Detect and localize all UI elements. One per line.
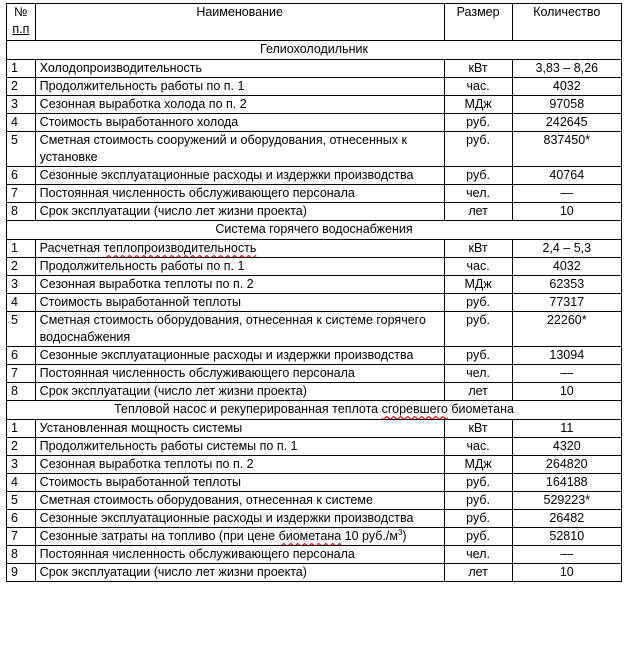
header-name: Наименование <box>35 4 444 41</box>
row-name-marked: теплопроизводительность <box>103 241 257 255</box>
table-row <box>7 347 622 365</box>
row-number: 6 <box>7 510 36 528</box>
row-name: Холодопроизводительность <box>35 60 444 78</box>
row-quantity: 4032 <box>512 258 621 276</box>
row-name: Срок эксплуатации (число лет жизни проекта) <box>35 564 444 582</box>
row-number: 4 <box>7 474 36 492</box>
row-quantity: 22260* <box>512 312 621 347</box>
row-name: Сметная стоимость сооружений и оборудования, отнесенных к установке <box>35 132 444 167</box>
row-number: 3 <box>7 276 36 294</box>
table-row <box>7 185 622 203</box>
table-row <box>7 510 622 528</box>
row-quantity: 62353 <box>512 276 621 294</box>
row-number: 8 <box>7 383 36 401</box>
row-name <box>35 240 444 258</box>
row-quantity: 52810 <box>512 528 621 546</box>
row-name: Срок эксплуатации (число лет жизни проекта) <box>35 203 444 221</box>
row-unit: МДж <box>444 96 512 114</box>
table-row <box>7 420 622 438</box>
row-number: 8 <box>7 203 36 221</box>
row-quantity: 242645 <box>512 114 621 132</box>
table-row <box>7 78 622 96</box>
row-quantity: — <box>512 365 621 383</box>
row-number: 9 <box>7 564 36 582</box>
table-row <box>7 276 622 294</box>
row-quantity: — <box>512 185 621 203</box>
row-unit: кВт <box>444 240 512 258</box>
row-unit: руб. <box>444 132 512 167</box>
row-name-marked: биометана <box>278 529 342 543</box>
row-number: 5 <box>7 132 36 167</box>
row-name-close: ) <box>402 529 407 543</box>
row-name: Стоимость выработанной теплоты <box>35 474 444 492</box>
header-number <box>7 4 36 41</box>
row-name: Продолжительность работы системы по п. 1 <box>35 438 444 456</box>
row-quantity: 264820 <box>512 456 621 474</box>
row-number: 4 <box>7 294 36 312</box>
row-unit: кВт <box>444 420 512 438</box>
row-quantity: 3,83 – 8,26 <box>512 60 621 78</box>
row-name: Сезонные эксплуатационные расходы и издержки производства <box>35 510 444 528</box>
row-quantity: 11 <box>512 420 621 438</box>
table-row <box>7 96 622 114</box>
row-name: Сезонная выработка теплоты по п. 2 <box>35 456 444 474</box>
row-name-superscript: 3 <box>397 527 403 537</box>
row-quantity: 10 <box>512 383 621 401</box>
row-name: Сметная стоимость оборудования, отнесенная к системе горячего водоснабжения <box>35 312 444 347</box>
row-unit: руб. <box>444 114 512 132</box>
row-quantity: — <box>512 546 621 564</box>
row-unit: руб. <box>444 528 512 546</box>
row-unit: чел. <box>444 546 512 564</box>
row-unit: чел. <box>444 365 512 383</box>
row-number: 7 <box>7 528 36 546</box>
row-number: 1 <box>7 420 36 438</box>
row-number: 6 <box>7 167 36 185</box>
row-unit: руб. <box>444 347 512 365</box>
table-row <box>7 294 622 312</box>
row-unit: руб. <box>444 510 512 528</box>
row-quantity: 2,4 – 5,3 <box>512 240 621 258</box>
table-row <box>7 528 622 546</box>
header-unit: Размер <box>444 4 512 41</box>
row-quantity: 529223* <box>512 492 621 510</box>
row-name: Постоянная численность обслуживающего персонала <box>35 365 444 383</box>
row-quantity: 97058 <box>512 96 621 114</box>
row-number: 6 <box>7 347 36 365</box>
table-row <box>7 167 622 185</box>
section-title-end: биометана <box>447 402 514 416</box>
section-title-start: Тепловой насос и рекуперированная теплота <box>114 402 382 416</box>
table-body <box>7 41 622 582</box>
row-name: Сезонная выработка теплоты по п. 2 <box>35 276 444 294</box>
row-unit: лет <box>444 564 512 582</box>
row-name: Сезонные эксплуатационные расходы и издержки производства <box>35 167 444 185</box>
row-quantity: 77317 <box>512 294 621 312</box>
row-quantity: 4032 <box>512 78 621 96</box>
row-unit: руб. <box>444 294 512 312</box>
row-unit: лет <box>444 383 512 401</box>
table-row <box>7 456 622 474</box>
row-quantity: 13094 <box>512 347 621 365</box>
row-name: Продолжительность работы по п. 1 <box>35 78 444 96</box>
row-number: 2 <box>7 78 36 96</box>
table-row <box>7 438 622 456</box>
row-name: Стоимость выработанного холода <box>35 114 444 132</box>
row-unit: час. <box>444 438 512 456</box>
row-unit: час. <box>444 78 512 96</box>
table-row <box>7 60 622 78</box>
section-header-row <box>7 401 622 420</box>
section-header-row <box>7 221 622 240</box>
row-name: Сезонные эксплуатационные расходы и издержки производства <box>35 347 444 365</box>
header-number-abbr: п.п <box>12 22 30 36</box>
section-title-marked: сгоревшего <box>381 402 448 416</box>
row-unit: МДж <box>444 456 512 474</box>
specification-table <box>6 3 622 582</box>
row-name: Сметная стоимость оборудования, отнесенная к системе <box>35 492 444 510</box>
table-row <box>7 365 622 383</box>
row-name: Сезонная выработка холода по п. 2 <box>35 96 444 114</box>
row-unit: МДж <box>444 276 512 294</box>
table-row <box>7 546 622 564</box>
header-quantity: Количество <box>512 4 621 41</box>
row-number: 2 <box>7 258 36 276</box>
row-number: 1 <box>7 60 36 78</box>
row-name: Стоимость выработанной теплоты <box>35 294 444 312</box>
table-row <box>7 114 622 132</box>
row-name-start: Расчетная <box>39 241 104 255</box>
header-number-sign: № <box>14 5 28 19</box>
row-quantity: 10 <box>512 203 621 221</box>
table-row <box>7 203 622 221</box>
header-row <box>7 4 622 41</box>
row-unit: руб. <box>444 167 512 185</box>
row-quantity: 40764 <box>512 167 621 185</box>
table-row <box>7 564 622 582</box>
row-name: Продолжительность работы по п. 1 <box>35 258 444 276</box>
row-number: 1 <box>7 240 36 258</box>
row-unit: чел. <box>444 185 512 203</box>
row-number: 8 <box>7 546 36 564</box>
row-number: 7 <box>7 185 36 203</box>
row-quantity: 837450* <box>512 132 621 167</box>
row-number: 3 <box>7 96 36 114</box>
row-quantity: 26482 <box>512 510 621 528</box>
row-quantity: 4320 <box>512 438 621 456</box>
row-name: Постоянная численность обслуживающего персонала <box>35 185 444 203</box>
row-quantity: 164188 <box>512 474 621 492</box>
row-unit: час. <box>444 258 512 276</box>
row-name: Установленная мощность системы <box>35 420 444 438</box>
row-unit: лет <box>444 203 512 221</box>
row-unit: кВт <box>444 60 512 78</box>
table-row <box>7 492 622 510</box>
row-number: 7 <box>7 365 36 383</box>
row-number: 2 <box>7 438 36 456</box>
section-title <box>7 401 622 420</box>
row-number: 5 <box>7 492 36 510</box>
section-title: Система горячего водоснабжения <box>7 221 622 240</box>
row-name-start: Сезонные затраты на топливо (при цене <box>39 529 279 543</box>
table-row <box>7 132 622 167</box>
table-row <box>7 474 622 492</box>
row-name <box>35 528 444 546</box>
section-header-row <box>7 41 622 60</box>
row-number: 5 <box>7 312 36 347</box>
row-unit: руб. <box>444 492 512 510</box>
row-unit: руб. <box>444 312 512 347</box>
row-unit: руб. <box>444 474 512 492</box>
table-row <box>7 258 622 276</box>
row-name: Срок эксплуатации (число лет жизни проекта) <box>35 383 444 401</box>
section-title: Гелиохолодильник <box>7 41 622 60</box>
table-row <box>7 383 622 401</box>
table-row <box>7 312 622 347</box>
table-row <box>7 240 622 258</box>
row-number: 3 <box>7 456 36 474</box>
row-name-end: 10 руб./м <box>341 529 398 543</box>
row-number: 4 <box>7 114 36 132</box>
row-name: Постоянная численность обслуживающего персонала <box>35 546 444 564</box>
row-quantity: 10 <box>512 564 621 582</box>
